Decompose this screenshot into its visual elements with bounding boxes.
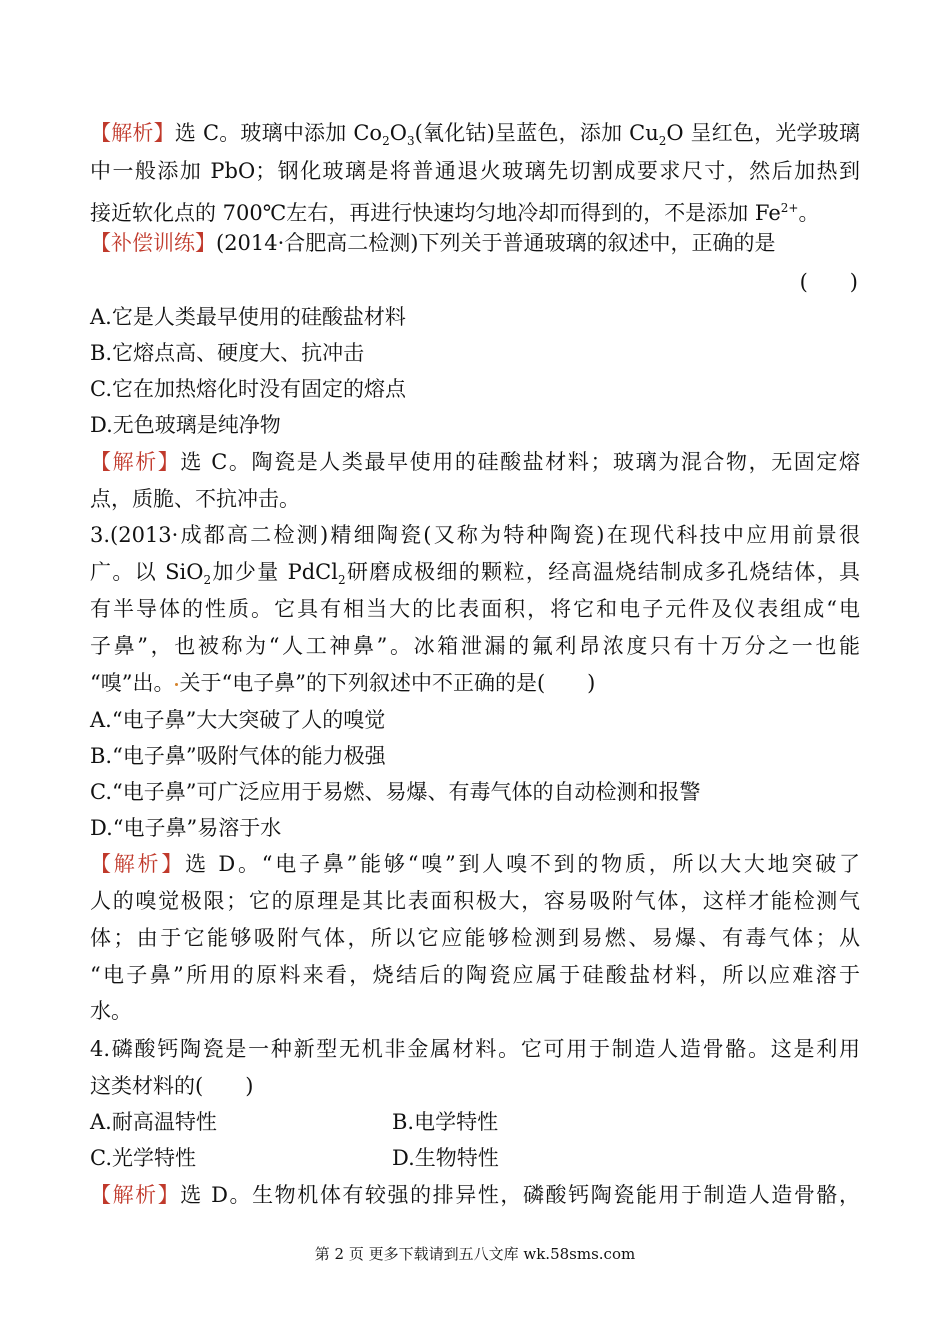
question-3-line-4: 子鼻”，也被称为“人工神鼻”。冰箱泄漏的氟利昂浓度只有十万分之一也能 [90,634,860,658]
page-footer: 第 2 页 更多下载请到五八文库 wk.58sms.com [314,1245,636,1263]
question-4-option-d: D.生物特性 [392,1146,499,1170]
question-3-line-2: 广。以 SiO$_2$加少量 PdCl$_2$研磨成极细的颗粒，经高温烧结制成多孔烧结体，具 [90,560,860,588]
analysis-1-line-3: 接近软化点的 700℃左右，再进行快速均匀地冷却而得到的，不是添加 $Fe^{2+}$。 [90,201,820,225]
training-option-d: D.无色玻璃是纯净物 [90,413,281,437]
question-3-option-c: C.“电子鼻”可广泛应用于易燃、易爆、有毒气体的自动检测和报警 [90,780,701,804]
question-4-option-c: C.光学特性 [90,1146,196,1170]
answer-paren: ( ) [799,270,858,294]
training-option-b: B.它熔点高、硬度大、抗冲击 [90,341,365,365]
training-tag: 【补偿训练】 [90,231,216,255]
question-3-line-1: 3.(2013·成都高二检测)精细陶瓷(又称为特种陶瓷)在现代科技中应用前景很 [90,523,860,547]
analysis-2-line-1: 【解析】选 C。陶瓷是人类最早使用的硅酸盐材料；玻璃为混合物，无固定熔 [90,450,860,474]
question-3-line-3: 有半导体的性质。它具有相当大的比表面积，将它和电子元件及仪表组成“电 [90,597,860,621]
analysis-tag: 【解析】 [90,450,181,474]
question-3-option-a: A.“电子鼻”大大突破了人的嗅觉 [90,708,386,732]
question-4-line-2: 这类材料的( ) [90,1074,254,1098]
analysis-1-line-2: 中一般添加 PbO；钢化玻璃是将普通退火玻璃先切割成要求尺寸，然后加热到 [90,159,860,183]
analysis-tag: 【解析】 [90,1183,181,1207]
analysis-tag: 【解析】 [90,121,175,145]
analysis-tag: 【解析】 [90,852,186,876]
question-3-option-d: D.“电子鼻”易溶于水 [90,816,282,840]
analysis-3-line-5: 水。 [90,999,132,1023]
training-question: 【补偿训练】(2014·合肥高二检测)下列关于普通玻璃的叙述中，正确的是 [90,231,776,255]
question-4-option-a: A.耐高温特性 [90,1110,217,1134]
question-4-line-1: 4.磷酸钙陶瓷是一种新型无机非金属材料。它可用于制造人造骨骼。这是利用 [90,1037,860,1061]
question-3-option-b: B.“电子鼻”吸附气体的能力极强 [90,744,386,768]
training-option-a: A.它是人类最早使用的硅酸盐材料 [90,305,406,329]
analysis-1-line-1: 【解析】选 C。玻璃中添加 $Co_2O_3$(氧化钴)呈蓝色，添加 $Cu_2O$ 呈红色，光学玻璃 [90,121,860,149]
question-3-line-5: “嗅”出。 关于“电子鼻”的下列叙述中不正确的是( ) [90,671,596,695]
analysis-3-line-2: 人的嗅觉极限；它的原理是其比表面积极大，容易吸附气体，这样才能检测气 [90,889,860,913]
training-option-c: C.它在加热熔化时没有固定的熔点 [90,377,406,401]
analysis-3-line-3: 体；由于它能够吸附气体，所以它应能够检测到易燃、易爆、有毒气体；从 [90,926,860,950]
analysis-3-line-4: “电子鼻”所用的原料来看，烧结后的陶瓷应属于硅酸盐材料，所以应难溶于 [90,963,860,987]
question-4-option-b: B.电学特性 [392,1110,499,1134]
analysis-4-line-1: 【解析】选 D。生物机体有较强的排异性，磷酸钙陶瓷能用于制造人造骨骼， [90,1183,860,1207]
analysis-2-line-2: 点，质脆、不抗冲击。 [90,487,300,511]
analysis-3-line-1: 【解析】选 D。“电子鼻”能够“嗅”到人嗅不到的物质，所以大大地突破了 [90,852,860,876]
